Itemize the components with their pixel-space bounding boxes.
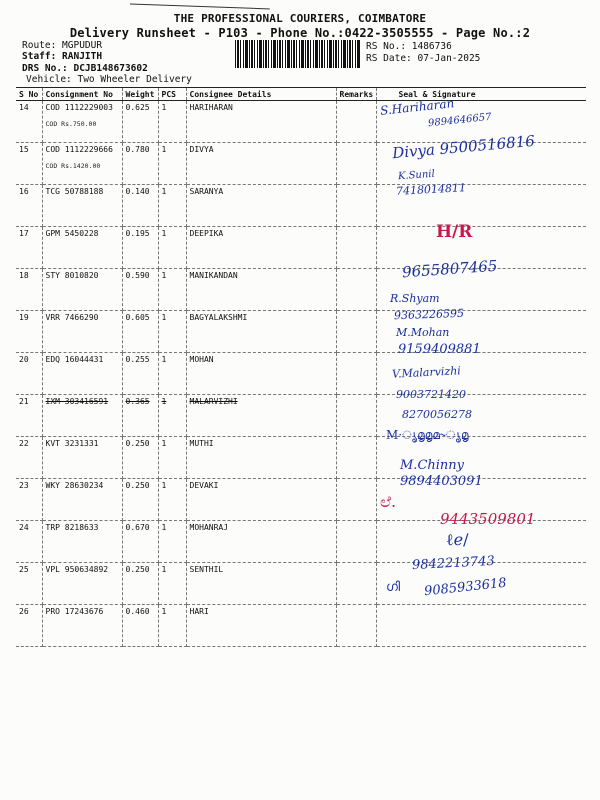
pcs-text: 1 [161,565,167,574]
table-row [16,437,586,479]
weight-text: 0.250 [125,439,150,448]
pcs-cell [158,143,186,185]
signature-row-19: R.Shyam [390,292,440,305]
sno-text: 20 [19,355,29,364]
sno-cell [16,311,42,353]
weight-text: 0.590 [125,271,150,280]
weight-cell [122,227,158,269]
weight-text: 0.460 [125,607,150,616]
pcs-text: 1 [161,523,167,532]
consignment-cell [42,143,122,185]
sno-cell [16,521,42,563]
weight-cell [122,353,158,395]
consignee-text: MOHANRAJ [189,523,229,532]
signature-row-21: V.Malarvizhi [391,364,462,381]
consignment-text: GPM 5450228 [45,229,99,238]
pcs-cell [158,437,186,479]
col-header-weight: Weight [122,88,158,101]
weight-cell [122,437,158,479]
weight-text: 0.195 [125,229,150,238]
sno-cell [16,605,42,647]
weight-text: 0.250 [125,565,150,574]
consignment-cell [42,311,122,353]
weight-cell [122,605,158,647]
pcs-cell [158,269,186,311]
signature-row-20: M.Mohan [396,326,450,339]
weight-text: 0.625 [125,103,150,112]
weight-text: 0.250 [125,481,150,490]
runsheet-title: Delivery Runsheet - P103 - Phone No.:0422-3505555 - Page No.:2 [69,26,531,40]
consignment-text: EDQ 16044431 [45,355,104,364]
sno-cell [16,437,42,479]
table-header-row [16,88,586,101]
remarks-cell [336,437,376,479]
sno-text: 21 [19,397,29,406]
remarks-cell [336,185,376,227]
phone-row-16: 7418014811 [395,181,467,198]
weight-cell [122,395,158,437]
consignment-text: WKY 28630234 [45,481,104,490]
table-row [16,185,586,227]
pcs-cell [158,479,186,521]
consignment-cell [42,185,122,227]
remarks-cell [336,101,376,143]
weight-cell [122,101,158,143]
remarks-cell [336,353,376,395]
sno-cell [16,353,42,395]
drs-number: DRS No.: DCJB148673602 [22,63,148,74]
remarks-cell [336,521,376,563]
runsheet-table [16,87,586,647]
sno-text: 19 [19,313,29,322]
pcs-text: 1 [161,397,167,406]
consignee-cell [186,143,336,185]
weight-cell [122,311,158,353]
rs-date: RS Date: 07-Jan-2025 [366,53,481,64]
consignee-cell [186,563,336,605]
remarks-cell [336,269,376,311]
pcs-cell [158,563,186,605]
sno-cell [16,185,42,227]
consignee-cell [186,479,336,521]
weight-cell [122,143,158,185]
phone-row-21: 9003721420 [396,388,466,401]
weight-cell [122,269,158,311]
phone-row-19: 9363226595 [393,306,465,323]
signature-row-25: ℓℯ∕ [446,530,469,549]
remarks-cell [336,563,376,605]
table-row [16,227,586,269]
consignee-text: MANIKANDAN [189,271,238,280]
pcs-cell [158,395,186,437]
col-header-pcs: PCS [158,88,186,101]
pcs-text: 1 [161,481,167,490]
pcs-text: 1 [161,355,167,364]
pcs-text: 1 [161,439,167,448]
signature-row-26: ഗി [386,580,401,595]
consignee-text: MUTHI [189,439,214,448]
sno-text: 18 [19,271,29,280]
pcs-cell [158,101,186,143]
pcs-cell [158,521,186,563]
remarks-cell [336,227,376,269]
consignment-text: VRR 7466290 [45,313,99,322]
consignment-cell [42,101,122,143]
sno-text: 15 [19,145,29,154]
table-row [16,269,586,311]
table-row [16,353,586,395]
pcs-cell [158,353,186,395]
phone-row-22: 8270056278 [402,408,472,421]
remarks-cell [336,143,376,185]
phone-row-25: 9842213743 [411,553,496,574]
sno-text: 26 [19,607,29,616]
col-header-remarks: Remarks [336,88,376,101]
consignment-text: COD 1112229666 [45,145,113,154]
phone-row-23: 9894403091 [400,474,483,489]
consignee-cell [186,101,336,143]
sno-cell [16,395,42,437]
col-header-signature: Seal & Signature [376,88,586,101]
sno-text: 22 [19,439,29,448]
weight-text: 0.365 [125,397,150,406]
consignment-cell [42,479,122,521]
remark-row-17: H/R [436,222,473,242]
weight-text: 0.780 [125,145,150,154]
consignment-text: COD 1112229003 [45,103,113,112]
remarks-cell [336,479,376,521]
consignment-cell [42,605,122,647]
consignee-cell [186,311,336,353]
consignment-cell [42,563,122,605]
pcs-text: 1 [161,103,167,112]
signature-row-14: S.Hariharan [379,96,455,118]
pcs-text: 1 [161,187,167,196]
pcs-text: 1 [161,271,167,280]
pcs-text: 1 [161,229,167,238]
pcs-cell [158,185,186,227]
signature-row-24: ಲೆ. [380,492,397,511]
col-header-sno: S No [16,88,42,101]
consignment-cell [42,521,122,563]
consignee-cell [186,353,336,395]
sno-cell [16,563,42,605]
consignee-cell [186,605,336,647]
rs-number: RS No.: 1486736 [366,41,452,52]
signature-row-23: M.Chinny [400,458,465,473]
pcs-cell [158,227,186,269]
consignee-text: DEVAKI [189,481,219,490]
pen-stroke [130,0,270,9]
pcs-text: 1 [161,313,167,322]
consignment-text: VPL 950634892 [45,565,109,574]
consignment-cell [42,269,122,311]
pcs-text: 1 [161,145,167,154]
consignment-cell [42,437,122,479]
weight-text: 0.670 [125,523,150,532]
consignee-text: BAGYALAKSHMI [189,313,248,322]
consignment-cell [42,227,122,269]
weight-text: 0.605 [125,313,150,322]
sno-text: 25 [19,565,29,574]
consignment-text: STY 8010820 [45,271,99,280]
sno-text: 14 [19,103,29,112]
consignment-cell [42,395,122,437]
weight-cell [122,521,158,563]
table-body [16,101,586,647]
sno-text: 17 [19,229,29,238]
consignee-text: SENTHIL [189,565,224,574]
signature-cell [376,605,586,647]
consignee-text: DIVYA [189,145,214,154]
consignee-text: HARIHARAN [189,103,233,112]
vehicle-label: Vehicle: Two Wheeler Delivery [26,74,192,85]
weight-cell [122,479,158,521]
consignment-text: TRP 8218633 [45,523,99,532]
barcode [235,40,360,68]
cod-amount: COD Rs.1420.00 [45,162,101,170]
phone-row-14: 9894646657 [427,111,493,130]
consignee-text: HARI [189,607,209,616]
remarks-cell [336,395,376,437]
consignment-cell [42,353,122,395]
phone-row-24: 9443509801 [440,510,536,528]
signature-row-15: Divya 9500516816 [391,131,536,163]
table-row [16,311,586,353]
route-label: Route: MGPUDUR [22,40,103,51]
sno-cell [16,143,42,185]
weight-text: 0.140 [125,187,150,196]
consignee-cell [186,395,336,437]
consignee-text: MALARVIZHI [189,397,238,406]
sno-cell [16,227,42,269]
pcs-text: 1 [161,607,167,616]
remarks-cell [336,605,376,647]
cod-amount: COD Rs.750.00 [45,120,97,128]
pcs-cell [158,311,186,353]
consignee-cell [186,185,336,227]
staff-label: Staff: RANJITH [22,51,103,62]
consignee-text: SARANYA [189,187,224,196]
sno-text: 16 [19,187,29,196]
weight-cell [122,563,158,605]
pcs-cell [158,605,186,647]
consignee-cell [186,437,336,479]
consignment-text: PRO 17243676 [45,607,104,616]
table-row [16,605,586,647]
sno-text: 23 [19,481,29,490]
remarks-cell [336,311,376,353]
consignment-text: IXM 303416591 [45,397,109,406]
sno-text: 24 [19,523,29,532]
signature-row-18: 9655807465 [401,256,498,282]
signature-row-16: K.Sunil [397,168,436,183]
table-row [16,395,586,437]
consignment-text: TCG 50788188 [45,187,104,196]
consignee-cell [186,227,336,269]
consignment-text: KVT 3231331 [45,439,99,448]
signature-row-22: M·ൃമൃമൃമ~ൃമൃ [386,428,469,442]
consignee-cell [186,521,336,563]
col-header-consignment: Consignment No [42,88,122,101]
weight-text: 0.255 [125,355,150,364]
consignee-cell [186,269,336,311]
col-header-consignee: Consignee Details [186,88,336,101]
phone-row-20: 9159409881 [398,342,481,357]
sno-cell [16,479,42,521]
sno-cell [16,101,42,143]
weight-cell [122,185,158,227]
sno-cell [16,269,42,311]
company-title: THE PROFESSIONAL COURIERS, COIMBATORE [173,12,427,25]
phone-row-26: 9085933618 [423,575,508,600]
consignee-text: MOHAN [189,355,214,364]
consignee-text: DEEPIKA [189,229,224,238]
